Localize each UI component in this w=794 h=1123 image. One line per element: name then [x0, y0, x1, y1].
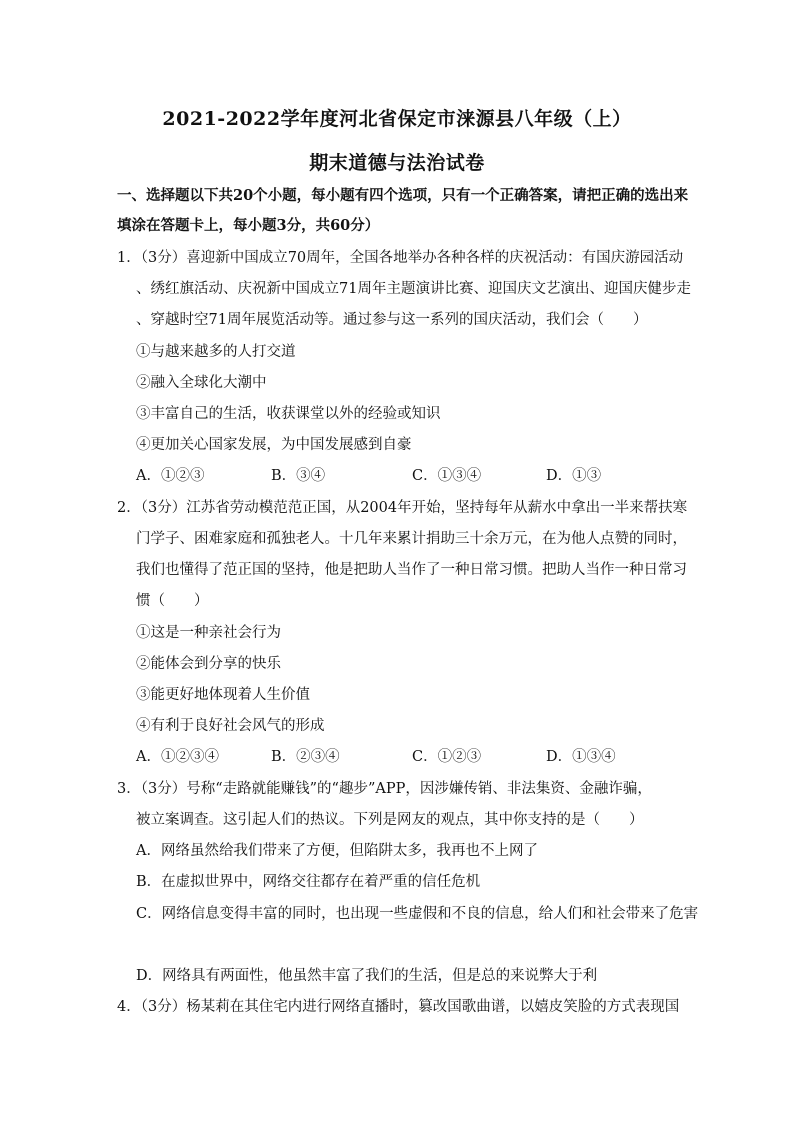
q2-stem-line1: 2．（3分）江苏省劳动模范范正国，从2004年开始，坚持每年从薪水中拿出一半来帮扶寒 [117, 500, 688, 516]
q2-stem-line3: 我们也懂得了范正国的坚持，他是把助人当作了一种日常习惯。把助人当作一种日常习 [136, 562, 687, 578]
exam-title-line1: 2021-2022学年度河北省保定市涞源县八年级（上） [162, 108, 632, 130]
q1-stem-line2: 、绣红旗活动、庆祝新中国成立71周年主题演讲比赛、迎国庆文艺演出、迎国庆健步走 [136, 281, 691, 297]
q3-option-d: D．网络具有两面性，他虽然丰富了我们的生活，但是总的来说弊大于利 [136, 968, 598, 984]
q4-stem-line1: 4．（3分）杨某莉在其住宅内进行网络直播时，篡改国歌曲谱，以嬉皮笑脸的方式表现国 [117, 999, 680, 1015]
q1-stem-line1: 1．（3分）喜迎新中国成立70周年，全国各地举办各种各样的庆祝活动：有国庆游园活动 [117, 250, 684, 266]
q1-statement-4: ④更加关心国家发展，为中国发展感到自豪 [136, 437, 412, 453]
q2-statement-3: ③能更好地体现着人生价值 [136, 687, 310, 703]
q3-option-b: B．在虚拟世界中，网络交往都存在着严重的信任危机 [136, 874, 481, 890]
q1-option-c: C．①③④ [412, 468, 482, 484]
q3-option-c: C．网络信息变得丰富的同时，也出现一些虚假和不良的信息，给人们和社会带来了危害 [136, 906, 699, 922]
q1-stem-line3: 、穿越时空71周年展览活动等。通过参与这一系列的国庆活动，我们会（ ） [136, 312, 648, 328]
q2-option-b: B．②③④ [271, 749, 340, 765]
q2-option-d: D．①③④ [546, 749, 616, 765]
section-heading-line1: 一、选择题以下共20个小题，每小题有四个选项，只有一个正确答案，请把正确的选出来 [117, 187, 689, 204]
q1-option-d: D．①③ [546, 468, 602, 484]
q2-statement-2: ②能体会到分享的快乐 [136, 656, 281, 672]
q1-statement-2: ②融入全球化大潮中 [136, 375, 267, 391]
q2-stem-line4: 惯（ ） [136, 593, 209, 609]
q3-stem-line2: 被立案调查。这引起人们的热议。下列是网友的观点，其中你支持的是（ ） [136, 812, 644, 828]
q2-option-a: A．①②③④ [136, 749, 219, 765]
section-heading-line2: 填涂在答题卡上，每小题3分，共60分） [117, 217, 380, 234]
q1-option-a: A．①②③ [136, 468, 205, 484]
q2-option-c: C．①②③ [412, 749, 482, 765]
q2-statement-4: ④有利于良好社会风气的形成 [136, 718, 325, 734]
q1-option-b: B．③④ [271, 468, 326, 484]
exam-title-line2: 期末道德与法治试卷 [309, 152, 485, 174]
q2-stem-line2: 门学子、困难家庭和孤独老人。十几年来累计捐助三十余万元，在为他人点赞的同时， [136, 531, 687, 547]
q1-statement-3: ③丰富自己的生活，收获课堂以外的经验或知识 [136, 406, 441, 422]
q3-option-a: A．网络虽然给我们带来了方便，但陷阱太多，我再也不上网了 [136, 843, 538, 859]
q3-stem-line1: 3．（3分）号称“走路就能赚钱”的“趣步”APP，因涉嫌传销、非法集资、金融诈骗， [117, 781, 652, 797]
q2-statement-1: ①这是一种亲社会行为 [136, 625, 281, 641]
q1-statement-1: ①与越来越多的人打交道 [136, 344, 296, 360]
